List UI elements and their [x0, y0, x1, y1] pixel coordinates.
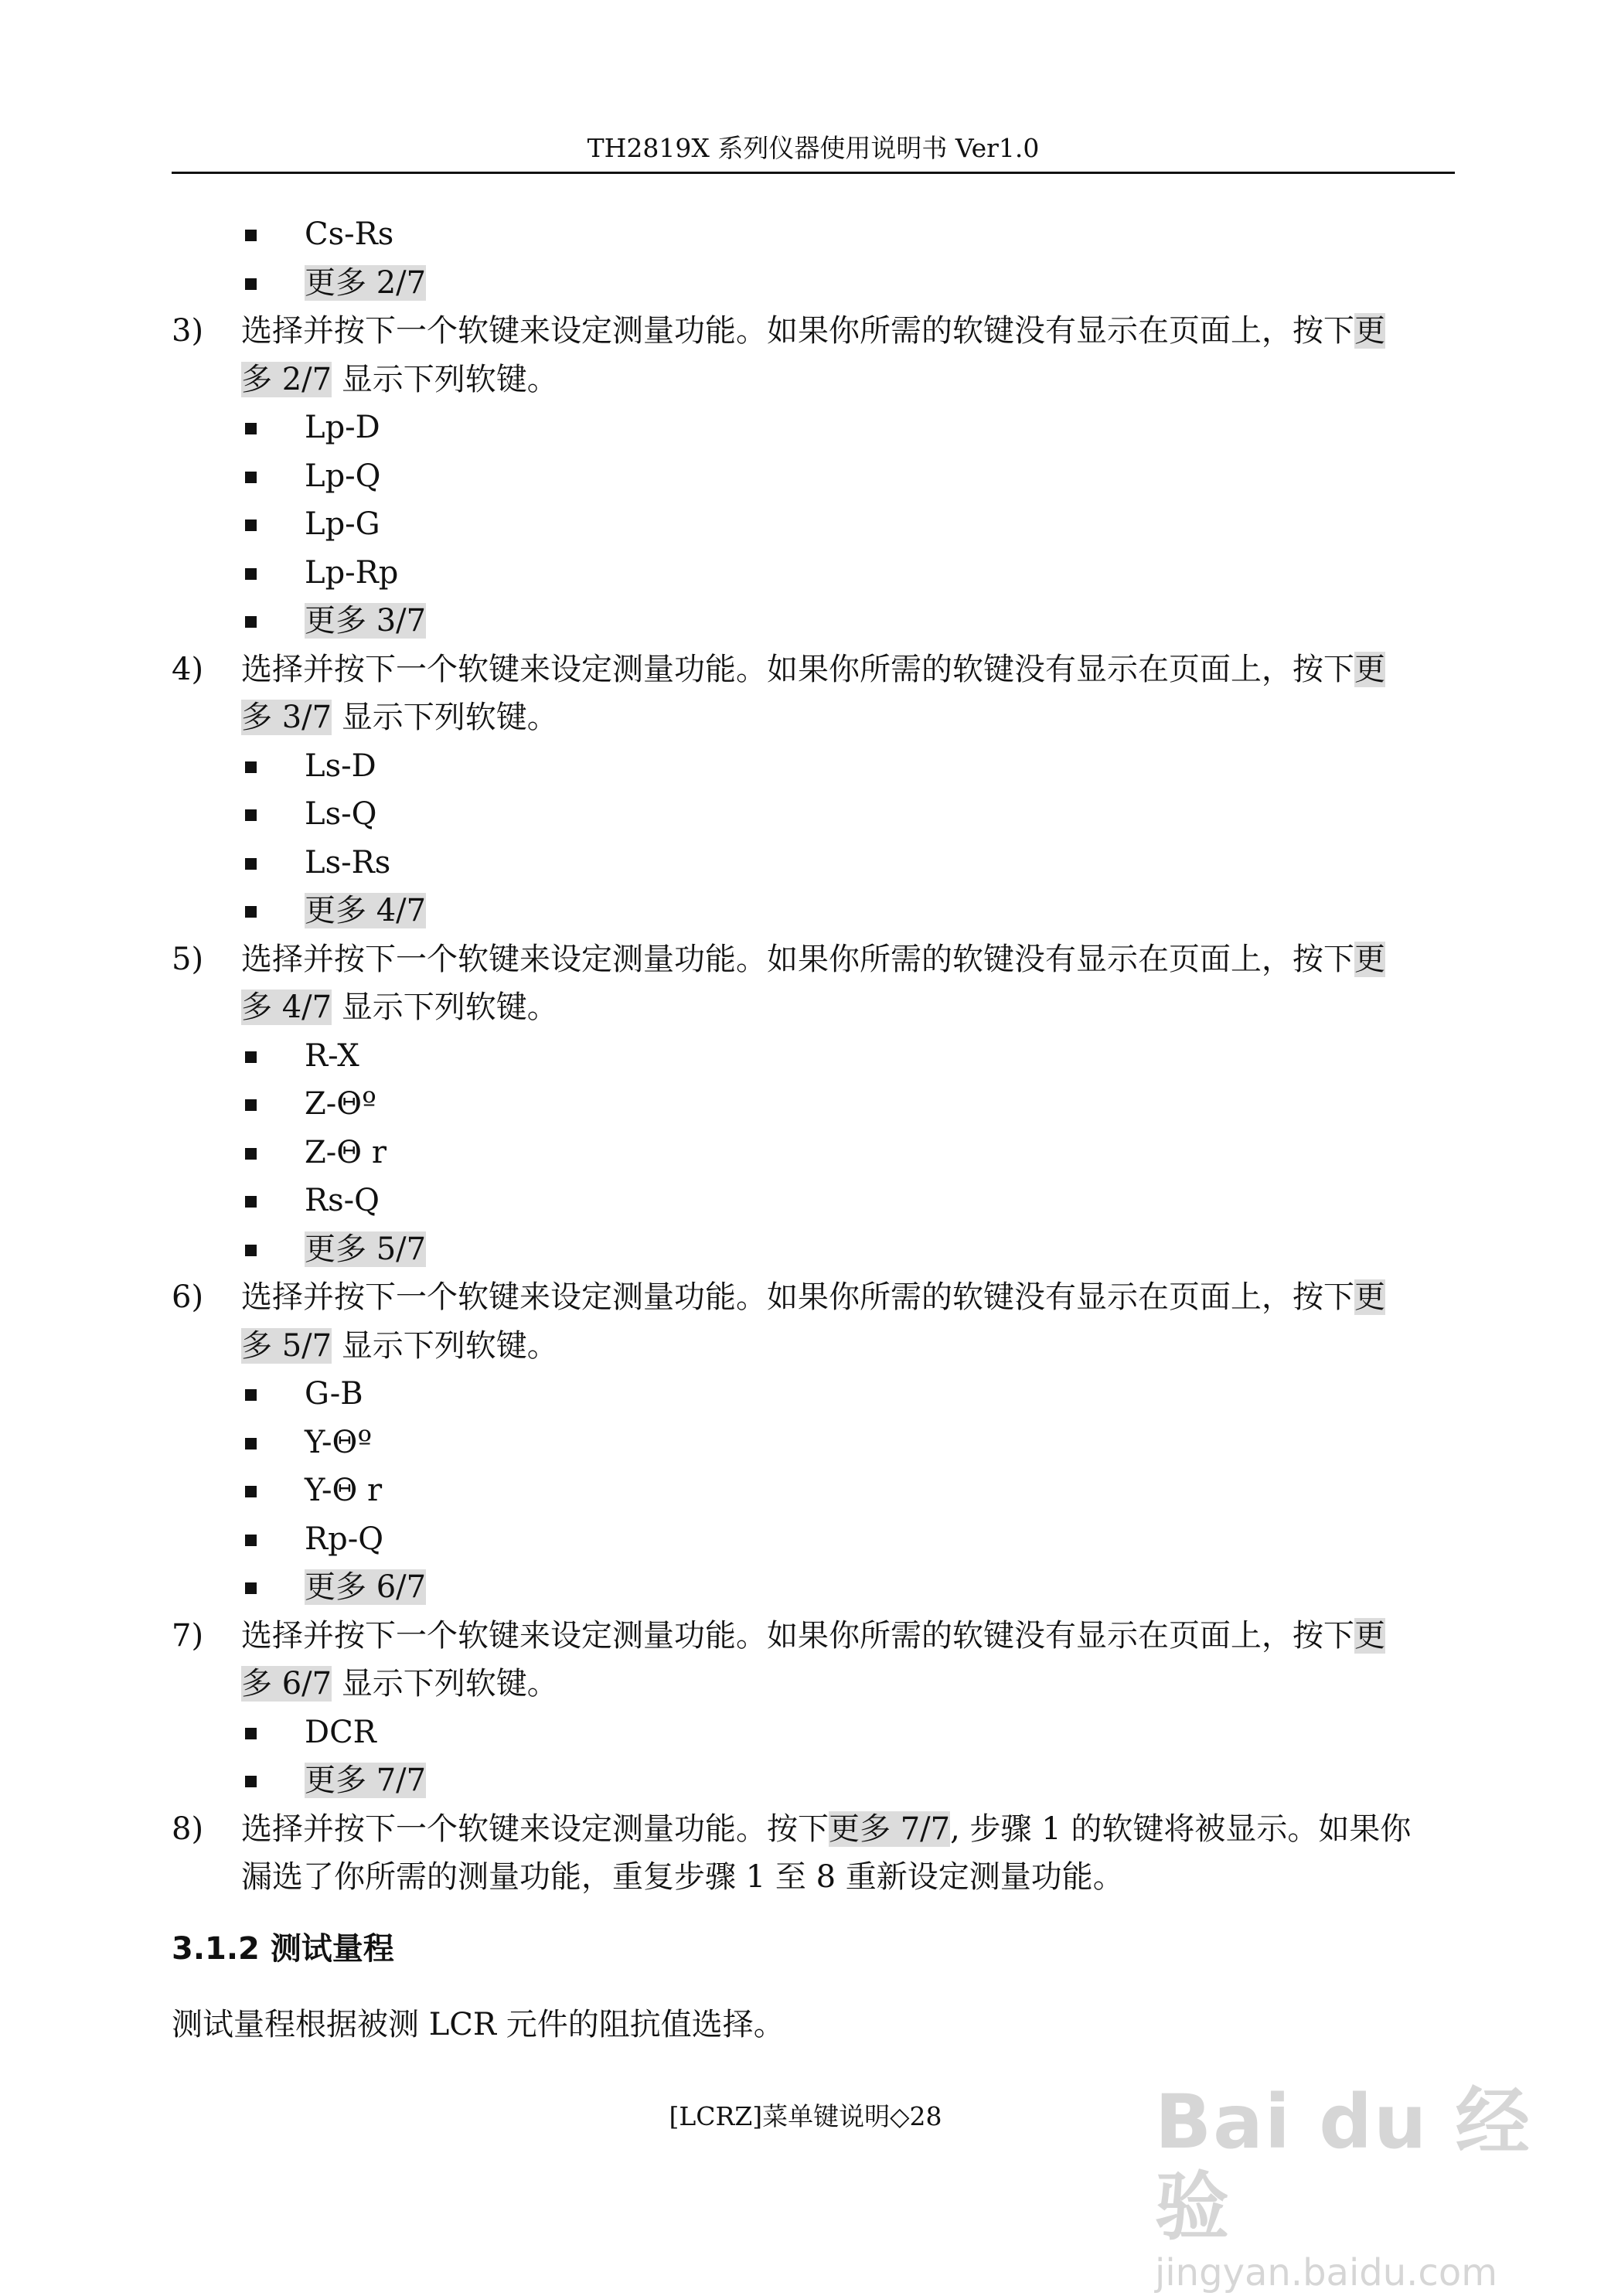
- square-bullet-icon: [245, 761, 257, 773]
- soft-key-label: Z-Θ r: [305, 1134, 387, 1170]
- bullet-item: [172, 500, 1455, 549]
- menu-key-content: [172, 210, 1455, 1902]
- soft-key-label: 更多 3/7: [305, 603, 427, 639]
- step-number: 8): [172, 1811, 204, 1847]
- soft-key-label: Lp-G: [305, 506, 380, 542]
- square-bullet-icon: [245, 230, 257, 241]
- bullet-item: [172, 1080, 1455, 1129]
- step-line-2: [241, 1660, 1455, 1708]
- bullet-item: [172, 1708, 1455, 1757]
- step-text: 选择并按下一个软键来设定测量功能。如果你所需的软键没有显示在页面上，按下: [241, 313, 1354, 349]
- step-number: 6): [172, 1279, 204, 1315]
- soft-key-label: DCR: [305, 1714, 376, 1750]
- step-line-1: [241, 646, 1455, 694]
- soft-key-label-continued: 多 3/7: [241, 700, 332, 735]
- bullet-item: [172, 1370, 1455, 1419]
- soft-key-label: 更多 4/7: [305, 893, 427, 928]
- bullet-item: [172, 404, 1455, 452]
- step-8: [172, 1805, 1455, 1902]
- soft-key-label: Rp-Q: [305, 1521, 384, 1557]
- bullet-item: [172, 1177, 1455, 1225]
- soft-key-label: Lp-D: [305, 410, 380, 445]
- bullet-item: [172, 1563, 1455, 1612]
- bullet-item: [172, 452, 1455, 501]
- square-bullet-icon: [245, 1051, 257, 1063]
- soft-key-label: 更多 7/7: [305, 1763, 427, 1798]
- bullet-item: [172, 1515, 1455, 1564]
- soft-key-label: Z-Θº: [305, 1086, 376, 1122]
- watermark-url: jingyan.baidu.com: [1155, 2251, 1497, 2294]
- watermark-logo: Bai du 经验: [1155, 2079, 1531, 2250]
- bullet-item: [172, 839, 1455, 887]
- bullet-item: [172, 742, 1455, 791]
- soft-key-label-continued: 多 5/7: [241, 1327, 332, 1364]
- step-number: 3): [172, 313, 204, 349]
- step-line-1: [241, 1273, 1455, 1322]
- square-bullet-icon: [245, 472, 257, 483]
- bullet-item: [172, 1419, 1455, 1467]
- step-8-line-1: [241, 1805, 1455, 1854]
- square-bullet-icon: [245, 1535, 257, 1546]
- step-line-2: [241, 356, 1455, 404]
- soft-key-label: Rs-Q: [305, 1183, 380, 1218]
- soft-key-label: G-B: [305, 1376, 363, 1412]
- square-bullet-icon: [245, 519, 257, 531]
- square-bullet-icon: [245, 1728, 257, 1739]
- soft-key-label: 更: [1354, 1279, 1385, 1315]
- bullet-item: [172, 1129, 1455, 1177]
- step-item: [172, 935, 1455, 1032]
- page-footer: [LCRZ]菜单键说明◇28: [669, 2101, 942, 2131]
- step-line-2: [241, 1322, 1455, 1371]
- bullet-item: [172, 1467, 1455, 1515]
- step-line-1: [241, 935, 1455, 984]
- square-bullet-icon: [245, 1438, 257, 1449]
- soft-key-label: 更: [1354, 313, 1385, 349]
- soft-key-label-continued: 多 4/7: [241, 990, 332, 1025]
- square-bullet-icon: [245, 1099, 257, 1111]
- soft-key-label: Y-Θ r: [305, 1473, 383, 1508]
- soft-key-label: Y-Θº: [305, 1424, 373, 1460]
- step-suffix: 显示下列软键。: [341, 1666, 558, 1702]
- soft-key-label: 更多 7/7: [829, 1811, 951, 1847]
- soft-key-label: Ls-Q: [305, 796, 377, 832]
- step-text: 选择并按下一个软键来设定测量功能。如果你所需的软键没有显示在页面上，按下: [241, 1279, 1354, 1315]
- step-item: [172, 1612, 1455, 1708]
- step-number: 5): [172, 941, 204, 977]
- bullet-item: [172, 549, 1455, 598]
- body-paragraph: 测试量程根据被测 LCR 元件的阻抗值选择。: [172, 2007, 785, 2042]
- step-text: 选择并按下一个软键来设定测量功能。按下: [241, 1811, 829, 1847]
- step-line-2: [241, 693, 1455, 742]
- step-text-rest: , 步骤 1 的软键将被显示。如果你: [950, 1811, 1412, 1847]
- square-bullet-icon: [245, 809, 257, 821]
- section-heading: 3.1.2 测试量程: [172, 1931, 394, 1967]
- bullet-item: [172, 1756, 1455, 1805]
- step-item: [172, 1273, 1455, 1370]
- step-line-1: [241, 1612, 1455, 1661]
- step-number: 7): [172, 1617, 204, 1654]
- soft-key-label: Lp-Q: [305, 458, 381, 494]
- step-8-line-2: 漏选了你所需的测量功能，重复步骤 1 至 8 重新设定测量功能。: [241, 1859, 1124, 1895]
- bullet-item: [172, 210, 1455, 259]
- square-bullet-icon: [245, 1148, 257, 1160]
- step-list: [172, 307, 1455, 1805]
- step-suffix: 显示下列软键。: [341, 990, 558, 1025]
- step-text: 选择并按下一个软键来设定测量功能。如果你所需的软键没有显示在页面上，按下: [241, 1617, 1354, 1654]
- intro-bullet-list: [172, 210, 1455, 307]
- step-suffix: 显示下列软键。: [341, 1327, 558, 1364]
- step-number: 4): [172, 651, 204, 687]
- step-item: [172, 646, 1455, 742]
- step-item: [172, 307, 1455, 404]
- square-bullet-icon: [245, 568, 257, 580]
- soft-key-label: 更多 5/7: [305, 1231, 427, 1267]
- bullet-item: [172, 790, 1455, 839]
- soft-key-label: Ls-Rs: [305, 844, 391, 881]
- step-text: 选择并按下一个软键来设定测量功能。如果你所需的软键没有显示在页面上，按下: [241, 941, 1354, 977]
- square-bullet-icon: [245, 616, 257, 628]
- square-bullet-icon: [245, 423, 257, 434]
- soft-key-label: Ls-D: [305, 748, 376, 784]
- square-bullet-icon: [245, 1245, 257, 1256]
- soft-key-label-continued: 多 2/7: [241, 361, 332, 397]
- bullet-item: [172, 597, 1455, 646]
- bullet-item: [172, 1225, 1455, 1274]
- baidu-jingyan-watermark: [1155, 2079, 1557, 2294]
- page-header: TH2819X 系列仪器使用说明书 Ver1.0: [587, 133, 1040, 163]
- step-text: 选择并按下一个软键来设定测量功能。如果你所需的软键没有显示在页面上，按下: [241, 651, 1354, 687]
- square-bullet-icon: [245, 1196, 257, 1208]
- soft-key-label: 更: [1354, 1617, 1385, 1654]
- bullet-item: [172, 259, 1455, 308]
- soft-key-label: 更: [1354, 651, 1385, 687]
- soft-key-label: 更: [1354, 941, 1385, 977]
- bullet-item: [172, 1032, 1455, 1081]
- step-suffix: 显示下列软键。: [341, 700, 558, 735]
- square-bullet-icon: [245, 1582, 257, 1594]
- step-suffix: 显示下列软键。: [341, 361, 558, 397]
- step-line-1: [241, 307, 1455, 356]
- square-bullet-icon: [245, 1486, 257, 1497]
- square-bullet-icon: [245, 1389, 257, 1401]
- header-divider: [172, 172, 1455, 174]
- square-bullet-icon: [245, 906, 257, 918]
- soft-key-label: Cs-Rs: [305, 216, 394, 252]
- bullet-item: [172, 887, 1455, 935]
- step-line-2: [241, 983, 1455, 1032]
- square-bullet-icon: [245, 278, 257, 290]
- soft-key-label: R-X: [305, 1037, 359, 1074]
- soft-key-label-continued: 多 6/7: [241, 1666, 332, 1702]
- square-bullet-icon: [245, 1776, 257, 1787]
- soft-key-label: Lp-Rp: [305, 554, 399, 591]
- square-bullet-icon: [245, 858, 257, 870]
- soft-key-label: 更多 6/7: [305, 1569, 427, 1605]
- soft-key-label: 更多 2/7: [305, 264, 427, 301]
